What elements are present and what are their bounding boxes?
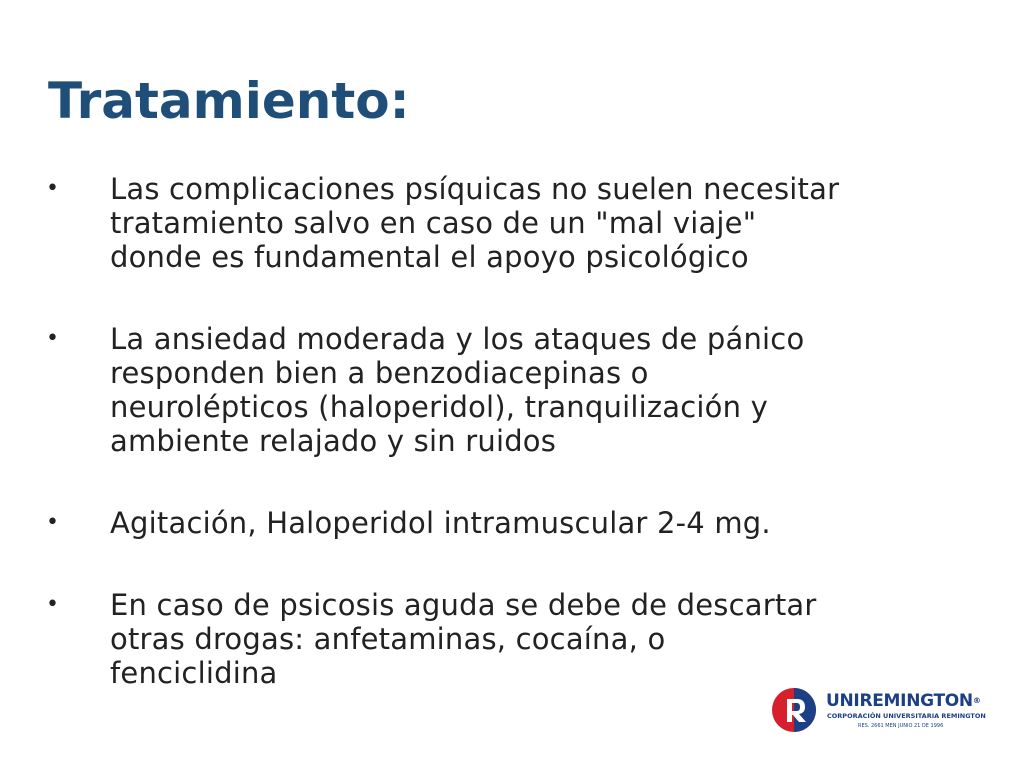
bullet-line: fenciclidina (110, 656, 278, 690)
bullet-item (0, 322, 1024, 458)
bullet-line: otras drogas: anfetaminas, cocaína, o (110, 622, 666, 656)
bullet-dot-icon: • (46, 510, 60, 535)
uniremington-emblem-icon (770, 686, 818, 734)
bullet-line: Las complicaciones psíquicas no suelen necesitar (110, 172, 840, 206)
bullet-line: tratamiento salvo en caso de un "mal viaje" (110, 206, 757, 240)
bullet-line: ambiente relajado y sin ruidos (110, 424, 557, 458)
bullet-item (0, 506, 1024, 540)
bullet-dot-icon: • (46, 592, 60, 617)
bullet-line: donde es fundamental el apoyo psicológico (110, 240, 749, 274)
bullet-line: Agitación, Haloperidol intramuscular 2-4 mg. (110, 506, 771, 540)
bullet-line: La ansiedad moderada y los ataques de pánico (110, 322, 805, 356)
bullet-line: responden bien a benzodiacepinas o (110, 356, 649, 390)
bullet-line: En caso de psicosis aguda se debe de descartar (110, 588, 817, 622)
bullet-dot-icon: • (46, 326, 60, 351)
bullet-item (0, 588, 1024, 690)
bullet-dot-icon: • (46, 176, 60, 201)
logo-resolution: RES. 2661 MEN JUNIO 21 DE 1996 (858, 723, 944, 729)
bullet-line: neurolépticos (haloperidol), tranquilización y (110, 390, 768, 424)
uniremington-logo (770, 686, 986, 734)
slide-title: Tratamiento: (48, 72, 410, 130)
bullet-list (0, 172, 1024, 690)
logo-subtitle: CORPORACIÓN UNIVERSITARIA REMINGTON (827, 712, 986, 720)
logo-wordmark: UNIREMINGTON® (826, 691, 981, 711)
bullet-item (0, 172, 1024, 274)
